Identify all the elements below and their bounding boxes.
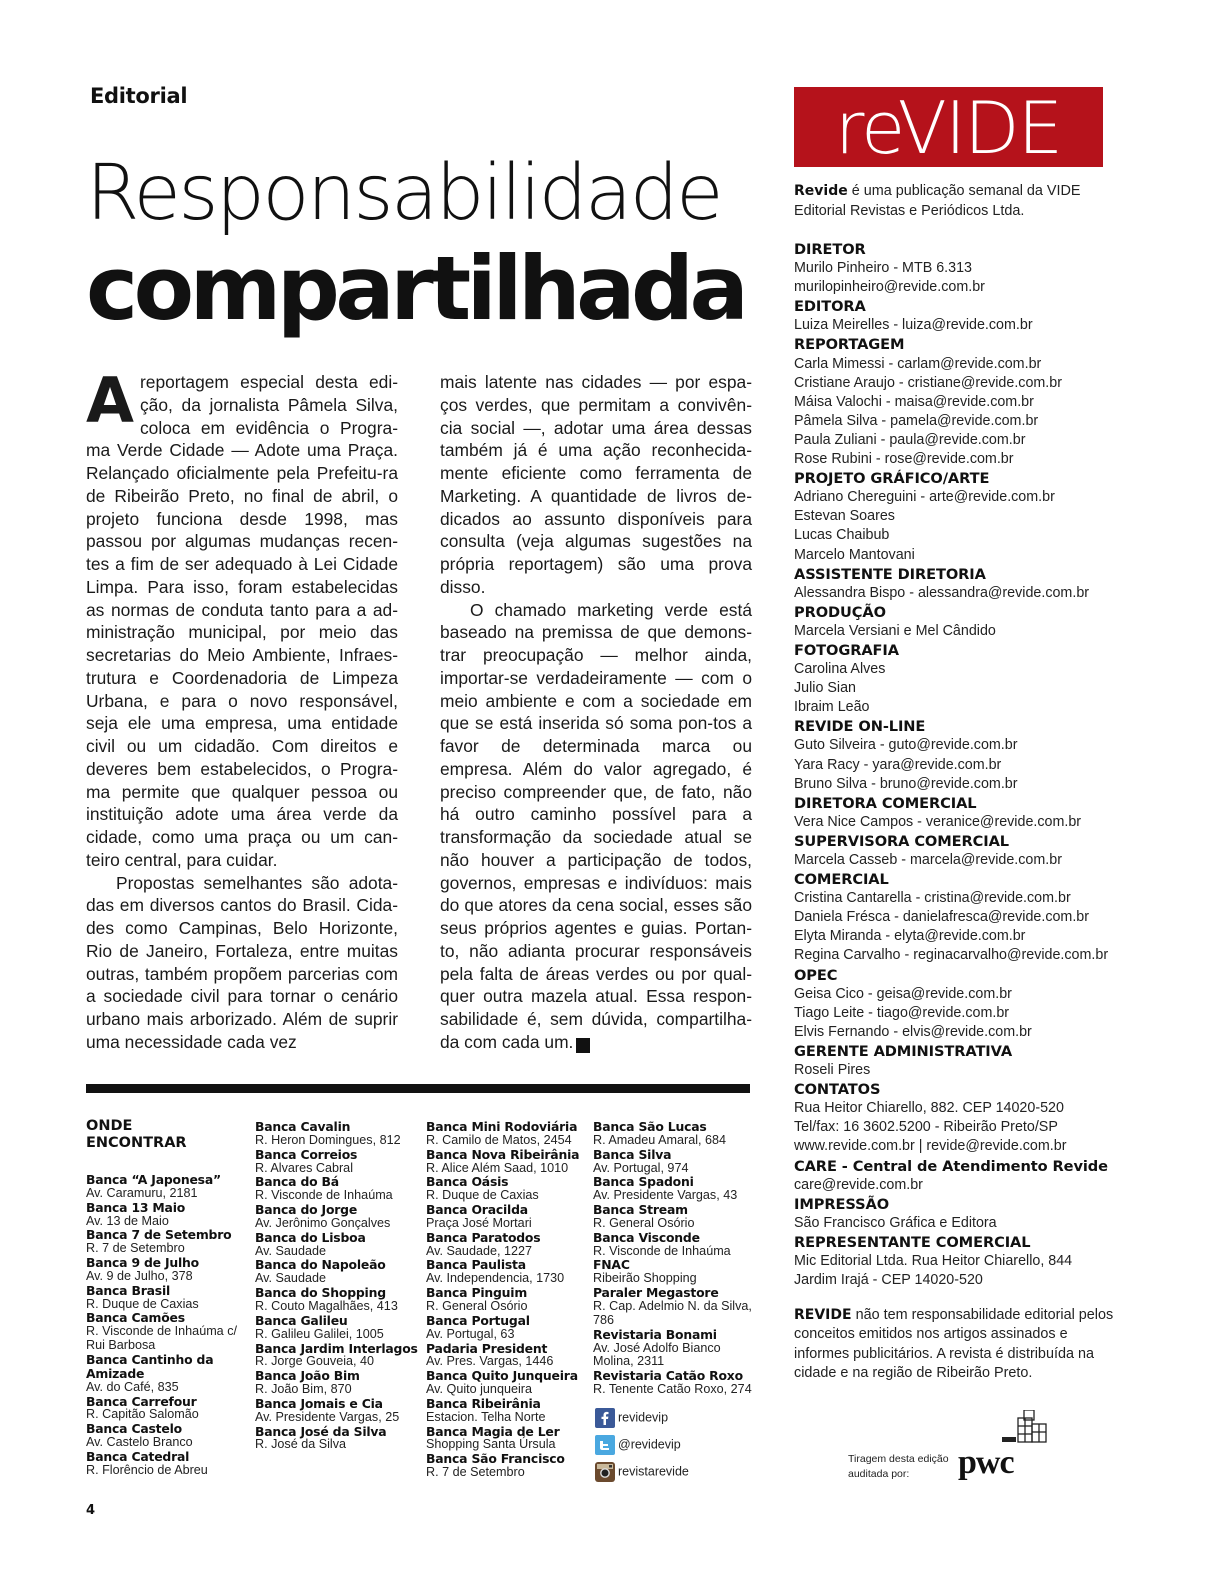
store-address: Av. José Adolfo Bianco Molina, 2311	[593, 1340, 721, 1369]
paragraph-text: O chamado marketing verde está baseado na premissa de que demons-trar preocupação — melhor ainda, importar-se verdadeiramente — com o meio ambiente e com a sociedade em que se está inserida só soma pon-tos a favor de determinada marca ou empresa. Além do valor agregado, é preciso compreender que, de fato, não há outro caminho possível para a transformação da sociedade atual se não houver a participação de todos, governos, empresas e indivíduos: mais do que atores da cena social, esses são seus próprios agentes e guias. Portan-to, não adianta procurar responsáveis pela falta de áreas verdes ou por qual-quer outra mazela atual. Essa respon-sabilidade é, sem dúvida, compartilha-da com cada um.	[440, 599, 752, 1052]
store-name: Banca “A Japonesa”	[86, 1172, 221, 1187]
store-name: Banca Cantinho da Amizade	[86, 1351, 214, 1381]
staff-heading: REPRESENTANTE COMERCIAL	[794, 1233, 1031, 1251]
store-name: Banca Visconde	[593, 1229, 700, 1245]
store-address: Av. Presidente Vargas, 25	[255, 1409, 400, 1424]
store-name: Banca Ribeirânia	[426, 1395, 541, 1411]
twitter-icon	[595, 1435, 615, 1455]
staff-line: Yara Racy - yara@revide.com.br	[794, 756, 1002, 773]
store-name: Banca do Lisboa	[255, 1229, 366, 1245]
staff-line: Máisa Valochi - maisa@revide.com.br	[794, 393, 1034, 410]
staff-heading: PRODUÇÃO	[794, 603, 886, 621]
where-to-find-column-4	[593, 1120, 753, 1397]
store-address: R. General Osório	[593, 1215, 695, 1230]
store-name: Banca São Francisco	[426, 1451, 565, 1467]
store-address: Av. Independencia, 1730	[426, 1271, 565, 1286]
store-name: Banca São Lucas	[593, 1119, 707, 1134]
staff-heading: ASSISTENTE DIRETORIA	[794, 565, 986, 583]
store-address: R. Visconde de Inhaúma	[593, 1243, 731, 1258]
social-facebook[interactable]	[595, 1408, 668, 1428]
social-label: revidevip	[618, 1410, 669, 1425]
store-name: Banca do Shopping	[255, 1285, 386, 1301]
staff-line: Murilo Pinheiro - MTB 6.313	[794, 260, 972, 277]
store-address: Av. Caramuru, 2181	[86, 1185, 198, 1200]
staff-line: São Francisco Gráfica e Editora	[794, 1214, 997, 1231]
store-address: R. Florêncio de Abreu	[86, 1462, 208, 1477]
staff-heading: IMPRESSÃO	[794, 1195, 890, 1213]
store-name: Banca Quito Junqueira	[426, 1368, 578, 1384]
staff-line: Lucas Chaibub	[794, 527, 890, 544]
staff-line: Geisa Cico - geisa@revide.com.br	[794, 985, 1012, 1002]
audit-label: Tiragem desta edição auditada por:	[848, 1453, 949, 1480]
staff-line: Carolina Alves	[794, 661, 886, 678]
where-to-find-column-3	[426, 1120, 591, 1480]
store-address: R. Visconde de Inhaúma c/ Rui Barbosa	[86, 1324, 237, 1353]
store-name: Banca Jomais e Cia	[255, 1395, 383, 1411]
store-name: Paraler Megastore	[593, 1285, 719, 1301]
auditor-name: pwc	[958, 1444, 1014, 1481]
staff-line: Vera Nice Campos - veranice@revide.com.br	[794, 813, 1082, 830]
staff-line: Carla Mimessi - carlam@revide.com.br	[794, 355, 1042, 372]
store-address: R. João Bim, 870	[255, 1382, 352, 1397]
store-name: Banca Carrefour	[86, 1393, 197, 1409]
store-name: Banca Paulista	[426, 1257, 526, 1273]
store-address: R. Duque de Caxias	[86, 1296, 199, 1311]
staff-line: Estevan Soares	[794, 508, 895, 525]
instagram-icon	[595, 1462, 615, 1482]
store-name: Banca do Jorge	[255, 1202, 358, 1218]
headline-line-2: compartilhada	[86, 237, 745, 340]
staff-line: Daniela Frésca - danielafresca@revide.com.br	[794, 909, 1090, 926]
staff-heading: COMERCIAL	[794, 871, 889, 889]
store-name: Revistaria Bonami	[593, 1326, 717, 1342]
store-name: Banca Spadoni	[593, 1174, 694, 1190]
staff-line: Adriano Chereguini - arte@revide.com.br	[794, 489, 1055, 506]
staff-line: Bruno Silva - bruno@revide.com.br	[794, 775, 1018, 792]
store-address: Av. do Café, 835	[86, 1379, 179, 1394]
store-name: Banca Camões	[86, 1310, 185, 1326]
store-name: Banca João Bim	[255, 1368, 360, 1384]
store-address: Av. 13 de Maio	[86, 1213, 169, 1228]
staff-line: Guto Silveira - guto@revide.com.br	[794, 737, 1018, 754]
store-address: Av. Castelo Branco	[86, 1435, 193, 1450]
store-address: R. Tenente Catão Roxo, 274	[593, 1382, 752, 1397]
article-paragraph	[86, 364, 398, 872]
staff-heading: GERENTE ADMINISTRATIVA	[794, 1042, 1013, 1060]
store-name: Banca Cavalin	[255, 1119, 351, 1134]
store-name: Banca Silva	[593, 1146, 672, 1162]
store-name: Banca Mini Rodoviária	[426, 1119, 578, 1134]
store-name: Banca Oracilda	[426, 1202, 528, 1218]
store-name: Banca Castelo	[86, 1421, 182, 1437]
staff-line: Roseli Pires	[794, 1062, 871, 1079]
store-address: R. 7 de Setembro	[86, 1241, 185, 1256]
brand-logo-text: reVIDE	[834, 87, 1062, 167]
staff-heading: DIRETORA COMERCIAL	[794, 794, 977, 812]
store-address: R. 7 de Setembro	[426, 1465, 525, 1480]
staff-line: www.revide.com.br | revide@revide.com.br	[794, 1138, 1067, 1155]
staff-line: Alessandra Bispo - alessandra@revide.com.br	[794, 584, 1090, 601]
staff-heading: SUPERVISORA COMERCIAL	[794, 832, 1009, 850]
store-address: Av. Presidente Vargas, 43	[593, 1188, 738, 1203]
staff-heading: PROJETO GRÁFICO/ARTE	[794, 470, 990, 488]
store-address: Shopping Santa Úrsula	[426, 1437, 556, 1452]
staff-line: Tel/fax: 16 3602.5200 - Ribeirão Preto/SP	[794, 1119, 1058, 1136]
paragraph-text: reportagem especial desta edi-ção, da jornalista Pâmela Silva, coloca em evidência o Progra-ma Verde Cidade — Adote uma Praça. Relançado oficialmente pela Prefeitu-ra de Ribeirão Preto, no final de abril, o projeto funciona desde 1998, mas passou por algumas mudanças recen-tes a fim de ser adequado à Lei Cidade Limpa. Para isso, foram estabelecidas as normas de conduta tanto para a ad-ministração municipal, por meio das secretarias do Meio Ambiente, Infraes-trutura e Coordenadoria de Limpeza Urbana, e para o novo responsável, seja ele uma empresa, uma entidade civil ou um cidadão. Com direitos e deveres bem estabelecidos, o Progra-ma permite que qualquer pessoa ou instituição adote uma área verde da cidade, como uma praça ou um can-teiro central, para cuidar.	[86, 372, 398, 870]
staff-heading: OPEC	[794, 966, 838, 984]
store-address: R. Visconde de Inhaúma	[255, 1188, 393, 1203]
staff-line: care@revide.com.br	[794, 1176, 923, 1193]
staff-line: Tiago Leite - tiago@revide.com.br	[794, 1004, 1010, 1021]
store-address: Av. 9 de Julho, 378	[86, 1268, 193, 1283]
store-name: Banca Jardim Interlagos	[255, 1340, 418, 1356]
staff-line: Rose Rubini - rose@revide.com.br	[794, 451, 1014, 468]
store-name: Revistaria Catão Roxo	[593, 1368, 743, 1384]
staff-line: Mic Editorial Ltda. Rua Heitor Chiarello, 844	[794, 1252, 1073, 1269]
brand-logo	[794, 87, 1103, 167]
store-address: Av. Saudade	[255, 1243, 326, 1258]
staff-line: Elvis Fernando - elvis@revide.com.br	[794, 1023, 1032, 1040]
staff-line: Paula Zuliani - paula@revide.com.br	[794, 431, 1026, 448]
staff-heading: REVIDE ON-LINE	[794, 718, 926, 736]
staff-heading: EDITORA	[794, 298, 866, 316]
store-address: R. Capitão Salomão	[86, 1407, 199, 1422]
staff-line: Cristina Cantarella - cristina@revide.com.br	[794, 890, 1071, 907]
staff-line: Cristiane Araujo - cristiane@revide.com.br	[794, 374, 1062, 391]
store-name: Banca do Bá	[255, 1174, 339, 1190]
staff-line: murilopinheiro@revide.com.br	[794, 279, 985, 296]
staff-line: Pâmela Silva - pamela@revide.com.br	[794, 412, 1039, 429]
disclaimer-brand: REVIDE	[794, 1307, 852, 1323]
social-label: @revidevip	[618, 1437, 681, 1452]
article-column-2	[440, 371, 752, 1054]
staff-line: Rua Heitor Chiarello, 882. CEP 14020-520	[794, 1100, 1064, 1117]
store-name: Banca Catedral	[86, 1448, 190, 1464]
headline-line-1: Responsabilidade	[86, 149, 721, 238]
staff-line: Luiza Meirelles - luiza@revide.com.br	[794, 317, 1033, 334]
staff-line: Marcelo Mantovani	[794, 546, 915, 563]
staff-line: Marcela Versiani e Mel Cândido	[794, 622, 996, 639]
staff-line: Julio Sian	[794, 680, 856, 697]
store-name: Banca Oásis	[426, 1174, 509, 1190]
revide-logo-icon	[794, 87, 1103, 167]
store-address: R. Galileu Galilei, 1005	[255, 1326, 384, 1341]
social-twitter[interactable]	[595, 1435, 681, 1455]
where-to-find-column-1	[86, 1173, 246, 1478]
store-name: Banca Nova Ribeirânia	[426, 1146, 580, 1162]
masthead-intro	[794, 182, 1094, 221]
staff-line: Marcela Casseb - marcela@revide.com.br	[794, 852, 1062, 868]
store-address: R. Jorge Gouveia, 40	[255, 1354, 375, 1369]
article-paragraph	[440, 599, 752, 1054]
store-name: Banca Brasil	[86, 1282, 171, 1298]
store-address: Estacion. Telha Norte	[426, 1409, 546, 1424]
staff-heading: FOTOGRAFIA	[794, 641, 899, 659]
store-name: Banca 7 de Setembro	[86, 1227, 232, 1243]
store-name: Banca Magia de Ler	[426, 1423, 560, 1439]
store-name: Padaria President	[426, 1340, 548, 1356]
staff-line: Elyta Miranda - elyta@revide.com.br	[794, 928, 1026, 945]
store-address: Av. Quito junqueira	[426, 1382, 532, 1397]
store-name: Banca 9 de Julho	[86, 1255, 199, 1271]
store-name: Banca Paratodos	[426, 1229, 541, 1245]
store-name: Banca Galileu	[255, 1312, 348, 1328]
social-instagram[interactable]	[595, 1462, 689, 1482]
store-address: R. Duque de Caxias	[426, 1188, 539, 1203]
store-address: R. José da Silva	[255, 1437, 346, 1452]
store-address: Av. Portugal, 63	[426, 1326, 515, 1341]
staff-heading: DIRETOR	[794, 241, 866, 258]
staff-heading: REPORTAGEM	[794, 336, 905, 354]
store-address: R. Alice Além Saad, 1010	[426, 1160, 569, 1175]
store-address: Av. Pres. Vargas, 1446	[426, 1354, 554, 1369]
where-to-find-column-2	[255, 1120, 423, 1452]
store-address: R. General Osório	[426, 1298, 528, 1313]
store-address: R. Couto Magalhães, 413	[255, 1298, 398, 1313]
social-label: revistarevide	[618, 1464, 689, 1479]
store-address: Av. Saudade, 1227	[426, 1243, 532, 1258]
staff-heading: CONTATOS	[794, 1081, 881, 1099]
staff-line: Regina Carvalho - reginacarvalho@revide.com.br	[794, 947, 1109, 964]
end-mark-icon: r	[576, 1038, 590, 1053]
store-name: Banca 13 Maio	[86, 1199, 186, 1215]
where-to-find-title: ONDE ENCONTRAR	[86, 1118, 187, 1151]
store-name: Banca Pinguim	[426, 1285, 528, 1301]
drop-cap: A	[86, 364, 134, 437]
store-name: FNAC	[593, 1257, 630, 1273]
store-address: Av. Saudade	[255, 1271, 326, 1286]
section-label: Editorial	[90, 84, 188, 108]
store-address: R. Camilo de Matos, 2454	[426, 1132, 572, 1147]
disclaimer-text: não tem responsabilidade editorial pelos conceitos emitidos nos artigos assinados e informes publicitários. A revista é distribuída na cidade e na região de Ribeirão Preto.	[794, 1307, 1114, 1381]
store-address: R. Heron Domingues, 812	[255, 1132, 401, 1147]
store-address: Av. Portugal, 974	[593, 1160, 689, 1175]
store-address: R. Cap. Adelmio N. da Silva, 786	[593, 1298, 752, 1327]
store-name: Banca Stream	[593, 1202, 688, 1218]
article-paragraph: mais latente nas cidades — por espa-ços verdes, que permitam a convivên-cia social —, adotar uma área dessas também já é uma ação reconhecida-mente eficiente como ferramenta de Marketing. A quantidade de livros de-dicados ao assunto disponíveis para consulta (veja algumas sugestões na própria reportagem) são uma prova disso.	[440, 372, 752, 597]
store-address: Praça José Mortari	[426, 1215, 532, 1230]
article-paragraph: Propostas semelhantes são adota-das em diversos cantos do Brasil. Cida-des como Campinas, Belo Horizonte, Rio de Janeiro, Fortaleza, entre muitas outras, também propõem parcerias com a sociedade civil para tornar o cenário urbano mais arborizado. Além de suprir uma necessidade cada vez	[86, 872, 398, 1052]
article-column-1	[86, 364, 398, 1054]
intro-text: é uma publicação semanal da VIDE Editorial Revistas e Periódicos Ltda.	[794, 183, 1081, 219]
section-divider	[86, 1084, 750, 1093]
staff-line: Jardim Irajá - CEP 14020-520	[794, 1272, 983, 1289]
staff-line: Ibraim Leão	[794, 699, 870, 716]
staff-heading: CARE - Central de Atendimento Revide	[794, 1157, 1108, 1175]
store-name: Banca do Napoleão	[255, 1257, 386, 1273]
store-address: R. Alvares Cabral	[255, 1160, 353, 1175]
page-number: 4	[86, 1503, 96, 1518]
store-name: Banca Portugal	[426, 1312, 530, 1328]
staff-list	[794, 240, 1114, 1290]
store-address: R. Amadeu Amaral, 684	[593, 1132, 727, 1147]
disclaimer	[794, 1306, 1114, 1383]
store-name: Banca José da Silva	[255, 1423, 387, 1439]
store-name: Banca Correios	[255, 1146, 358, 1162]
intro-brand: Revide	[794, 183, 848, 199]
store-address: Av. Jerônimo Gonçalves	[255, 1215, 391, 1230]
facebook-icon	[595, 1408, 615, 1428]
store-address: Ribeirão Shopping	[593, 1271, 697, 1286]
